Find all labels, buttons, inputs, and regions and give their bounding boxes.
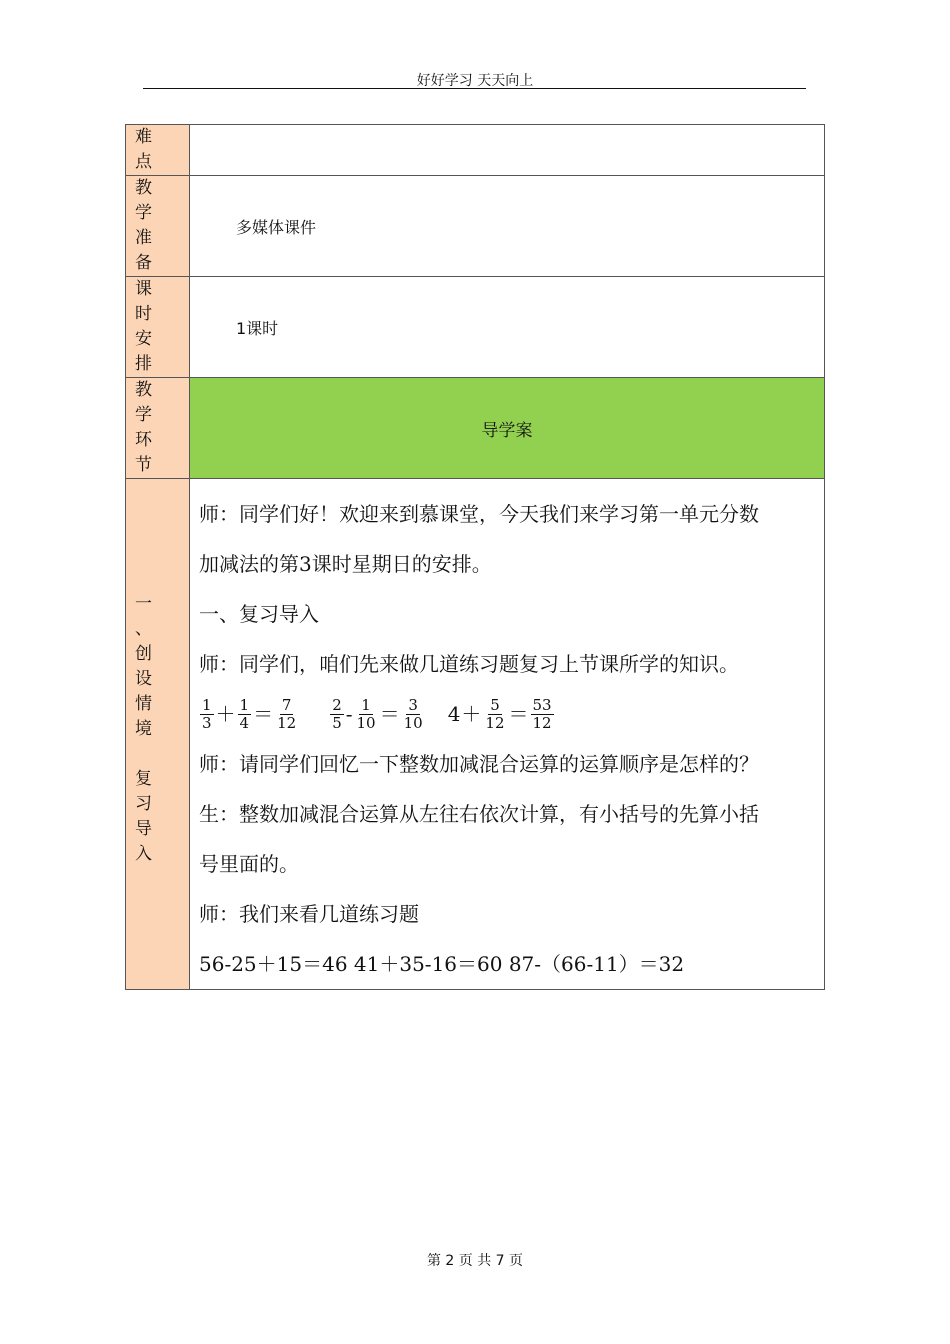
label-char: 时	[135, 304, 152, 324]
label-char: 、	[135, 619, 152, 639]
operator: ＝	[253, 702, 274, 726]
operator: ＋	[215, 702, 236, 726]
lesson-plan-table	[125, 124, 825, 990]
fraction: $\frac{1}{4}$	[239, 695, 250, 732]
guided-learning-plan-header: 导学案	[190, 378, 825, 479]
fraction: $\frac{1}{3}$	[202, 695, 212, 732]
fraction: $\frac{2}{5}$	[332, 695, 342, 732]
label-text	[135, 125, 155, 175]
table-row-preparation	[126, 176, 825, 277]
section-label-text	[135, 592, 189, 867]
operator: ＋	[461, 702, 482, 726]
body-line: 师：请同学们回忆一下整数加减混合运算的运算顺序是怎样的？	[199, 752, 759, 776]
row-content-schedule: 1课时	[190, 277, 825, 378]
label-char: 导	[135, 819, 152, 839]
fraction-equations	[199, 689, 816, 739]
label-text	[135, 378, 155, 478]
label-char: 创	[135, 644, 152, 664]
table-row-difficulty	[126, 125, 825, 176]
page-footer: 第 2 页 共 7 页	[426, 1253, 524, 1269]
label-char: 入	[135, 844, 152, 864]
body-line: 一、复习导入	[199, 602, 319, 626]
row-content-difficulty	[190, 125, 825, 176]
body-line: 生：整数加减混合运算从左往右依次计算，有小括号的先算小括	[199, 802, 759, 826]
label-char: 学	[135, 203, 152, 223]
body-line: 加减法的第3课时星期日的安排。	[199, 552, 492, 576]
label-char: 一	[135, 594, 152, 614]
label-char: 环	[135, 430, 152, 450]
row-label-difficulty	[126, 125, 190, 176]
body-line: 56-25＋15＝46 41＋35-16＝60 87-（66-11）＝32	[199, 952, 685, 976]
label-text	[135, 277, 155, 377]
fraction: $\frac{7}{12}$	[277, 695, 297, 732]
body-line: 师：我们来看几道练习题	[199, 902, 419, 926]
table-row-teaching-stage	[126, 378, 825, 479]
label-char: 节	[135, 455, 152, 475]
label-char: 设	[135, 669, 152, 689]
section-label	[126, 479, 190, 990]
label-char: 境	[135, 719, 152, 739]
whole-number: 4	[447, 702, 461, 726]
page-header: 好好学习 天天向上	[416, 73, 534, 89]
label-char: 教	[135, 178, 152, 198]
label-char: 学	[135, 405, 152, 425]
label-char: 情	[135, 694, 152, 714]
section-body	[190, 479, 825, 990]
label-char: 排	[135, 354, 152, 374]
fraction: $\frac{3}{10}$	[403, 695, 423, 732]
table-row-schedule	[126, 277, 825, 378]
operator: ＝	[508, 702, 529, 726]
label-char	[135, 742, 155, 767]
operator: ＝	[379, 702, 400, 726]
header-rule	[143, 88, 806, 89]
row-label-schedule	[126, 277, 190, 378]
label-char: 复	[135, 769, 152, 789]
table-row-section-one	[126, 479, 825, 990]
fraction: $\frac{1}{10}$	[356, 695, 376, 732]
label-char: 教	[135, 380, 152, 400]
label-char: 备	[135, 253, 152, 273]
row-content-preparation: 多媒体课件	[190, 176, 825, 277]
label-char: 课	[135, 279, 152, 299]
operator: -	[345, 702, 353, 726]
label-char: 习	[135, 794, 152, 814]
label-char: 难	[135, 127, 152, 147]
label-char: 点	[135, 152, 152, 172]
row-label-teaching-stage	[126, 378, 190, 479]
fraction: $\frac{53}{12}$	[532, 695, 552, 732]
label-char: 准	[135, 228, 152, 248]
body-line: 师：同学们好！欢迎来到慕课堂，今天我们来学习第一单元分数	[199, 502, 759, 526]
body-line: 师：同学们，咱们先来做几道练习题复习上节课所学的知识。	[199, 652, 739, 676]
body-line: 号里面的。	[199, 852, 299, 876]
label-text	[135, 176, 155, 276]
label-char: 安	[135, 329, 152, 349]
row-label-preparation	[126, 176, 190, 277]
fraction: $\frac{5}{12}$	[485, 695, 505, 732]
